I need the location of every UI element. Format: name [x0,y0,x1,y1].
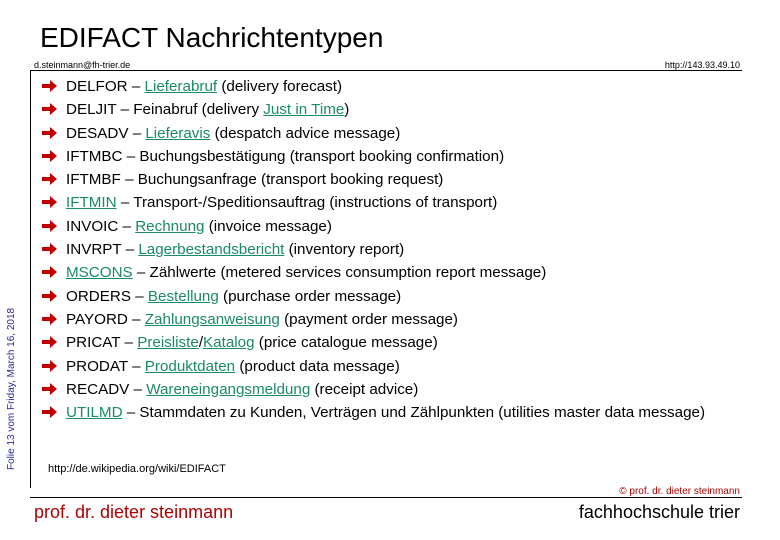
footer-institution: fachhochschule trier [578,502,740,522]
footer-author: prof. dr. dieter steinmann [34,502,234,522]
list-item: MSCONS – Zählwerte (metered services consumption report message) [42,261,742,284]
arrow-bullet-icon [42,290,57,302]
arrow-bullet-icon [42,173,57,185]
arrow-bullet-icon [42,150,57,162]
list-item: DELJIT – Feinabruf (delivery Just in Time) [42,98,742,121]
arrow-bullet-icon [42,266,57,278]
list-item: IFTMBC – Buchungsbestätigung (transport booking confirmation) [42,145,742,168]
arrow-bullet-icon [42,220,57,232]
term-link[interactable]: Produktdaten [144,357,236,375]
list-item: UTILMD – Stammdaten zu Kunden, Verträgen und Zählpunkten (utilities master data message) [42,401,742,422]
copyright-note: © prof. dr. dieter steinmann [619,486,740,497]
header-divider [30,70,742,71]
arrow-bullet-icon [42,103,57,115]
term-link[interactable]: Lagerbestandsbericht [138,241,285,259]
arrow-bullet-icon [42,80,57,92]
arrow-bullet-icon [42,196,57,208]
term-link[interactable]: Bestellung [147,287,219,305]
term-link[interactable]: Rechnung [135,217,205,235]
list-item: IFTMIN – Transport-/Speditionsauftrag (instructions of transport) [42,191,742,214]
arrow-bullet-icon [42,360,57,372]
list-item: DELFOR – Lieferabruf (delivery forecast) [42,75,742,98]
term-link[interactable]: Preisliste [137,334,199,352]
message-type-list [42,75,742,422]
footer-divider [30,497,742,498]
term-link[interactable]: Just in Time [263,101,345,119]
arrow-bullet-icon [42,313,57,325]
list-item: RECADV – Wareneingangsmeldung (receipt advice) [42,378,742,401]
term-link[interactable]: Wareneingangsmeldung [146,380,311,398]
author-email[interactable]: d.steinmann@fh-trier.de [34,60,131,70]
term-link[interactable]: Katalog [203,334,255,352]
list-item: INVOIC – Rechnung (invoice message) [42,215,742,238]
list-item: PRODAT – Produktdaten (product data message) [42,355,742,378]
term-link[interactable]: MSCONS [66,264,133,282]
slide-info-label: Folie 13 vom Friday, March 16, 2018 [6,307,17,470]
arrow-bullet-icon [42,336,57,348]
arrow-bullet-icon [42,127,57,139]
arrow-bullet-icon [42,383,57,395]
term-link[interactable]: Lieferabruf [144,78,218,95]
list-item: IFTMBF – Buchungsanfrage (transport booking request) [42,168,742,191]
list-item: INVRPT – Lagerbestandsbericht (inventory report) [42,238,742,261]
left-divider [30,70,31,488]
term-link[interactable]: Zahlungsanweisung [144,310,280,328]
list-item: DESADV – Lieferavis (despatch advice message) [42,122,742,145]
arrow-bullet-icon [42,243,57,255]
term-link[interactable]: UTILMD [66,404,123,422]
list-item: ORDERS – Bestellung (purchase order message) [42,285,742,308]
page-title: EDIFACT Nachrichtentypen [40,22,384,53]
list-item: PAYORD – Zahlungsanweisung (payment order message) [42,308,742,331]
arrow-bullet-icon [42,406,57,418]
term-link[interactable]: Lieferavis [145,124,211,142]
source-link[interactable]: http://de.wikipedia.org/wiki/EDIFACT [48,463,226,475]
term-link[interactable]: IFTMIN [66,194,117,212]
list-item: PRICAT – Preisliste/Katalog (price catalogue message) [42,331,742,354]
header-url[interactable]: http://143.93.49.10 [664,60,740,70]
